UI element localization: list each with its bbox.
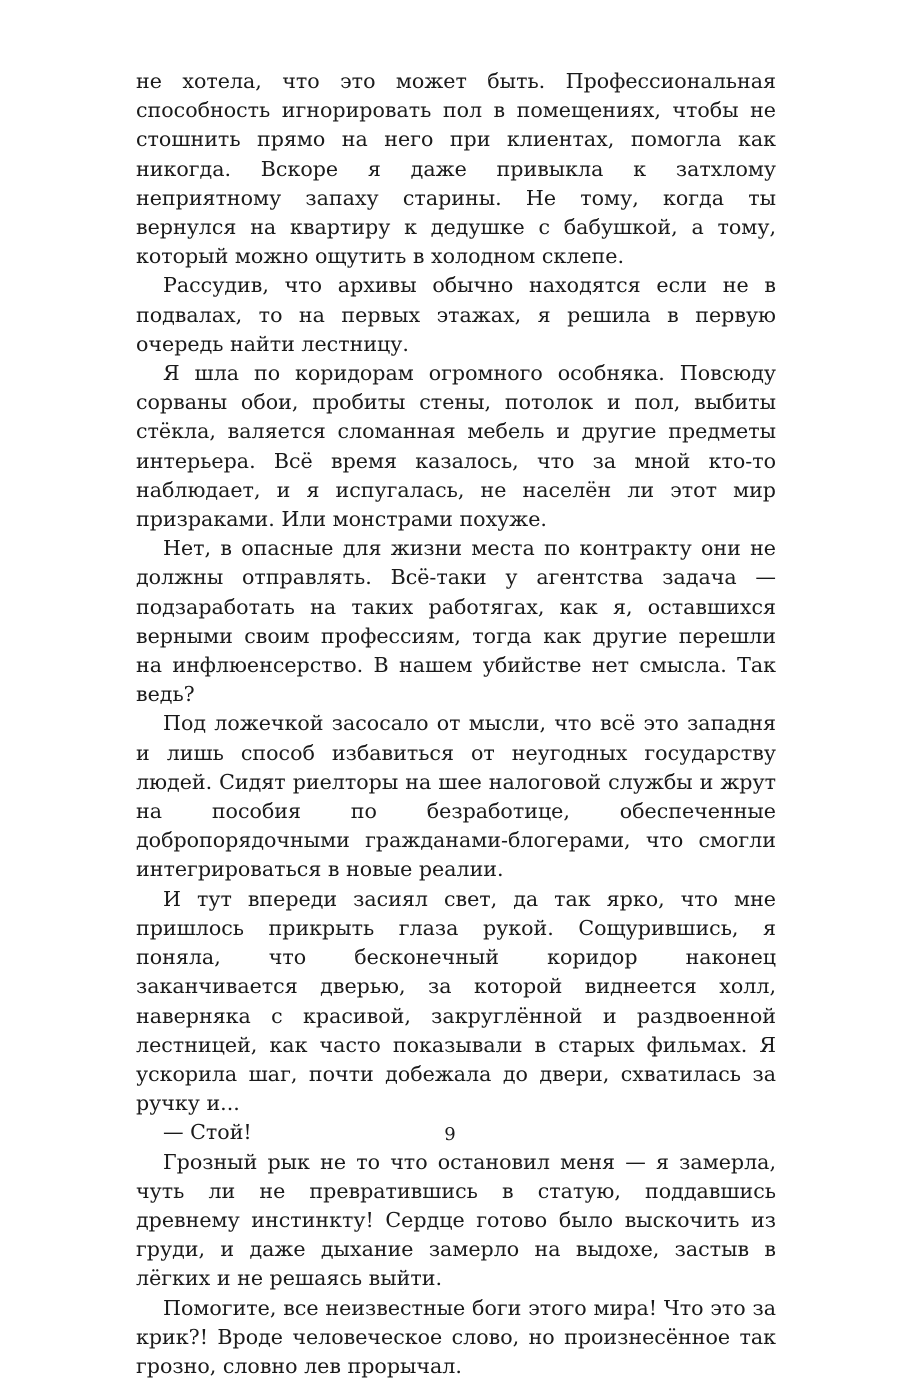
paragraph: И тут впереди засиял свет, да так ярко, что мне пришлось прикрыть глаза рукой. Сощурившись, я поняла, что бесконечный коридор наконец заканчивается дверью, за которой виднеется холл, наверняка с красивой, закруглённой и раздвоенной лестницей, как часто показывали в старых фильмах. Я ускорила шаг, почти добежала до двери, схватилась за ручку и... [136, 886, 776, 1116]
page-body-text [136, 67, 776, 1381]
dialogue-line: — Стой! [163, 1120, 252, 1145]
paragraph: Рассудив, что архивы обычно находятся если не в подвалах, то на первых этажах, я решила в первую очередь найти лестницу. [136, 273, 776, 356]
page-number: 9 [444, 1124, 456, 1145]
paragraph: Я шла по коридорам огромного особняка. Повсюду сорваны обои, пробиты стены, потолок и пол, выбиты стёкла, валяется сломанная мебель и другие предметы интерьера. Всё время казалось, что за мной кто-то наблюдает, и я испугалась, не населён ли этот мир призраками. Или монстрами похуже. [136, 361, 776, 532]
paragraph: не хотела, что это может быть. Профессиональная способность игнорировать пол в помещениях, чтобы не стошнить прямо на него при клиентах, помогла как никогда. Вскоре я даже привыкла к затхлому неприятному запаху старины. Не тому, когда ты вернулся на квартиру к дедушке с бабушкой, а тому, который можно ощутить в холодном склепе. [136, 69, 776, 269]
paragraph: Под ложечкой засосало от мысли, что всё это западня и лишь способ избавиться от неугодных государству людей. Сидят риелторы на шее налоговой службы и жрут на пособия по безработице, обеспеченные добропорядочными гражданами-блогерами, что смогли интегрироваться в новые реалии. [136, 711, 776, 882]
paragraph: Нет, в опасные для жизни места по контракту они не должны отправлять. Всё-таки у агентства задача — подзаработать на таких работягах, как я, оставшихся верными своим профессиям, тогда как другие перешли на инфлюенсерство. В нашем убийстве нет смысла. Так ведь? [136, 536, 776, 707]
paragraph: Помогите, все неизвестные боги этого мира! Что это за крик?! Вроде человеческое слово, но произнесённое так грозно, словно лев прорычал. [136, 1295, 776, 1378]
paragraph: Грозный рык не то что остановил меня — я замерла, чуть ли не превратившись в статую, поддавшись древнему инстинкту! Сердце готово было выскочить из груди, и даже дыхание замерло на выдохе, застыв в лёгких и не решаясь выйти. [136, 1149, 776, 1291]
